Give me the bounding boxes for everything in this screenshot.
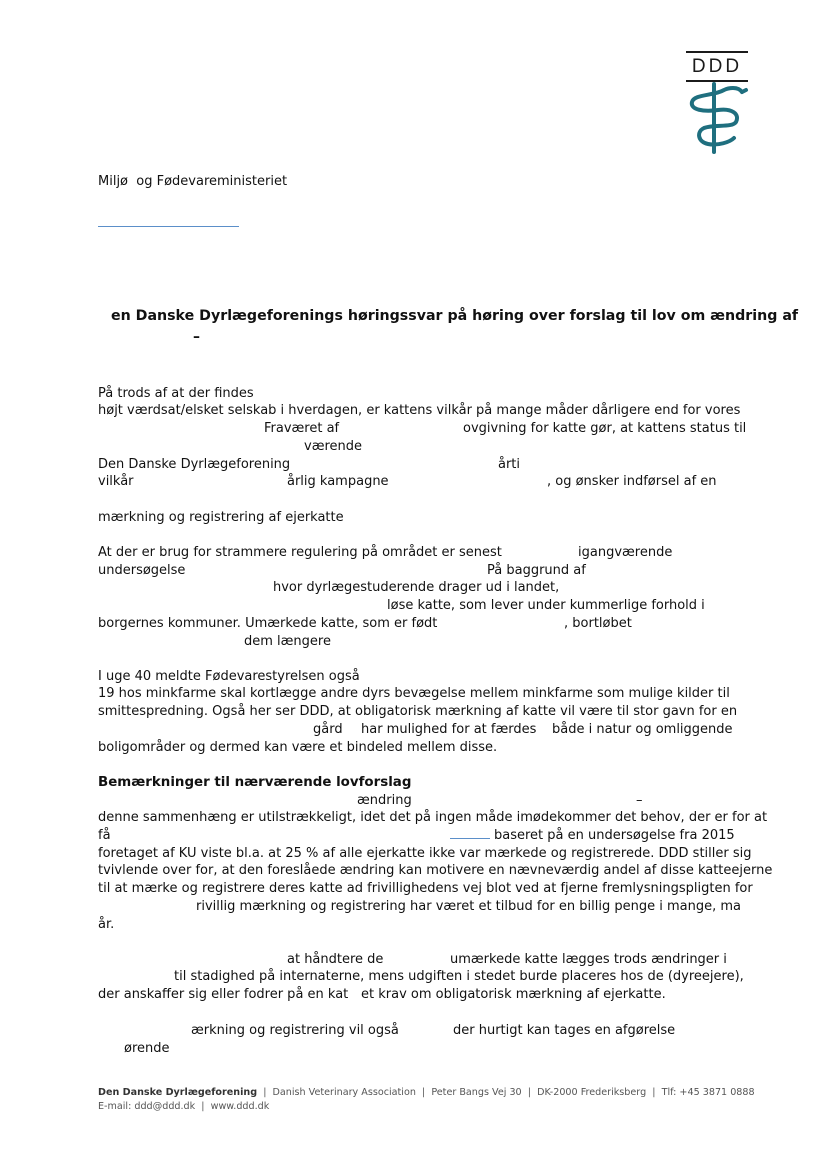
text-line: at håndtere de [287,952,384,967]
text-line: der hurtigt kan tages en afgørelse [453,1023,676,1038]
footer-address: | Danish Veterinary Association | Peter Bangs Vej 30 | DK-2000 Frederiksberg | Tlf: +45 3871 0888 [263,1087,755,1098]
text-line: På trods af at der findes [98,386,254,401]
text-line: hvor dyrlægestuderende drager ud i landet, [273,580,560,595]
text-line: Fraværet af [264,421,340,436]
text-line: både i natur og omliggende [552,722,733,737]
text-line: et krav om obligatorisk mærkning af ejerkatte. [361,987,666,1002]
logo-text: DDD [691,56,743,77]
text-line: dem længere [244,634,331,649]
text-line: der anskaffer sig eller fodrer på en kat [98,987,349,1002]
text-line: På baggrund af [487,563,586,578]
text-line: gård [313,722,343,737]
text-line: igangværende [578,545,673,560]
text-line: værende [304,439,363,454]
text-line: baseret på en undersøgelse fra 2015 [494,828,735,843]
text-line: – [636,793,643,808]
text-line: borgernes kommuner. Umærkede katte, som er født [98,616,438,631]
text-line: ovgivning for katte gør, at kattens status til [463,421,747,436]
text-line: , og ønsker indførsel af en [547,474,717,489]
logo-top-rule [686,51,748,53]
text-line: årti [498,457,521,472]
text-line: til at mærke og registrere deres katte ad frivillighedens vej blot ved at fjerne fremlysningspligten for [98,881,753,896]
serpent-staff-icon [684,82,750,154]
footer-org: Den Danske Dyrlægeforening [98,1087,258,1098]
section-heading: Bemærkninger til nærværende lovforslag [98,775,412,790]
footer-contact: E-mail: ddd@ddd.dk | www.ddd.dk [98,1101,270,1112]
text-line: få [98,828,111,843]
text-line: foretaget af KU viste bl.a. at 25 % af alle ejerkatte ikke var mærkede og registrerede. DDD stiller sig [98,846,752,861]
recipient: Miljø og Fødevareministeriet [98,174,288,189]
text-line: Den Danske Dyrlægeforening [98,457,291,472]
text-line: år. [98,917,115,932]
text-line: mærkning og registrering af ejerkatte [98,510,344,525]
text-line: ørende [124,1041,170,1056]
redacted-link-line [98,226,239,227]
text-line: umærkede katte lægges trods ændringer i [450,952,727,967]
text-line: til stadighed på internaterne, mens udgiften i stedet burde placeres hos de (dyreejere), [174,969,744,984]
text-line: , bortløbet [564,616,632,631]
ddd-logo [684,46,750,156]
text-line: vilkår [98,474,134,489]
text-line: denne sammenhæng er utilstrækkeligt, idet det på ingen måde imødekommer det behov, der er for at [98,810,768,825]
text-line: rivillig mærkning og registrering har været et tilbud for en billig penge i mange, ma [196,899,741,914]
text-line: årlig kampagne [287,474,389,489]
text-line: I uge 40 meldte Fødevarestyrelsen også [98,669,360,684]
footer-line-1 [98,1087,755,1099]
text-line: løse katte, som lever under kummerlige forhold i [387,598,705,613]
text-line: højt værdsat/elsket selskab i hverdagen, er kattens vilkår på mange måder dårligere end for vores [98,403,741,418]
page-title: en Danske Dyrlægeforenings høringssvar på høring over forslag til lov om ændring af [111,308,799,324]
text-line: undersøgelse [98,563,186,578]
text-line: ændring [357,793,412,808]
redacted-link-underline [450,838,490,839]
text-line: At der er brug for strammere regulering på området er senest [98,545,502,560]
text-line: ærkning og registrering vil også [191,1023,399,1038]
text-line: har mulighed for at færdes [361,722,537,737]
text-line: boligområder og dermed kan være et bindeled mellem disse. [98,740,498,755]
text-line: tvivlende over for, at den foreslåede ændring kan motivere en nævneværdig andel af disse katteejerne [98,863,773,878]
text-line: 19 hos minkfarme skal kortlægge andre dyrs bevægelse mellem minkfarme som mulige kilder til [98,686,730,701]
title-dash: – [193,329,200,345]
text-line: smittespredning. Også her ser DDD, at obligatorisk mærkning af katte vil være til stor gavn for en [98,704,738,719]
